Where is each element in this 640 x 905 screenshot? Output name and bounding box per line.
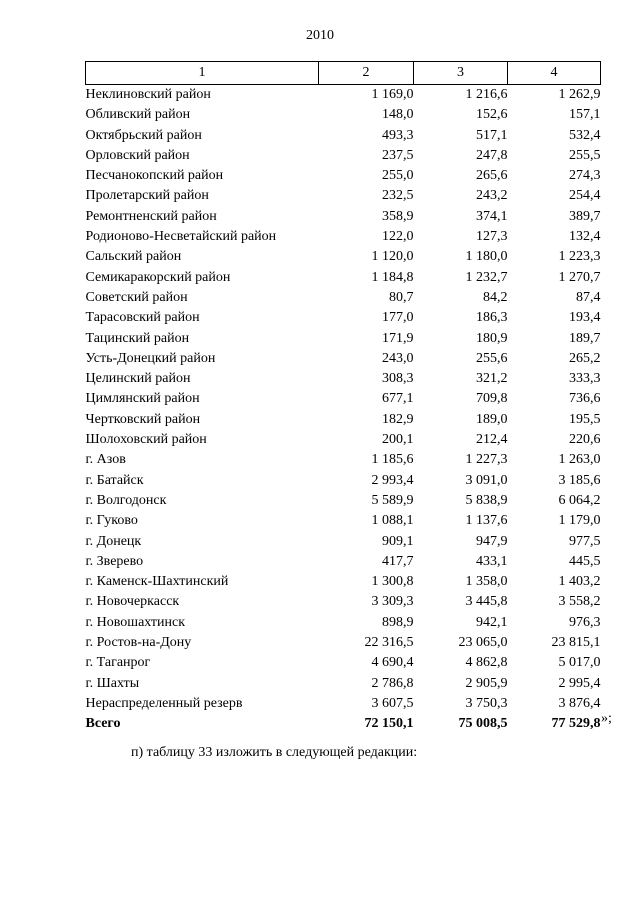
table-row	[86, 207, 601, 227]
table-row	[86, 105, 601, 125]
value-cell: 389,7	[569, 208, 601, 224]
value-cell: 23 065,0	[458, 635, 508, 651]
row-label: Родионово-Несветайский район	[85, 229, 277, 245]
value-cell: 1 120,0	[371, 249, 414, 265]
value-cell: 1 180,0	[465, 249, 508, 265]
table-row	[86, 613, 601, 633]
row-label: г. Каменск-Шахтинский	[85, 574, 229, 590]
row-label: г. Таганрог	[85, 655, 151, 671]
value-cell: 1 137,6	[465, 513, 508, 529]
value-cell: 72 150,1	[364, 716, 414, 732]
value-cell: 1 184,8	[371, 269, 414, 285]
value-cell: 1 179,0	[558, 513, 601, 529]
row-label: г. Новочеркасск	[85, 594, 180, 610]
value-cell: 182,9	[382, 411, 414, 427]
value-cell: 1 262,9	[558, 87, 601, 102]
value-cell: 3 091,0	[465, 472, 508, 488]
value-cell: 84,2	[483, 289, 508, 305]
value-cell: 736,6	[569, 391, 601, 407]
value-cell: 308,3	[382, 371, 414, 387]
table-row	[86, 694, 601, 714]
row-label: г. Зверево	[85, 553, 144, 569]
table-row	[86, 552, 601, 572]
table-row	[86, 329, 601, 349]
value-cell: 898,9	[382, 614, 414, 630]
table-row	[86, 592, 601, 612]
value-cell: 942,1	[476, 614, 508, 630]
total-row	[86, 714, 601, 734]
value-cell: 152,6	[476, 107, 508, 123]
row-label: г. Донецк	[85, 533, 142, 549]
value-cell: 157,1	[569, 107, 601, 123]
value-cell: 2 993,4	[371, 472, 414, 488]
value-cell: 4 690,4	[371, 655, 414, 671]
row-label: Октябрьский район	[85, 127, 202, 143]
value-cell: 186,3	[476, 310, 508, 326]
value-cell: 254,4	[569, 188, 601, 204]
value-cell: 255,5	[569, 147, 601, 163]
instruction-text: п) таблицу 33 изложить в следующей редакции:	[131, 745, 418, 760]
value-cell: 180,9	[476, 330, 508, 346]
value-cell: 3 607,5	[371, 695, 414, 711]
row-label: г. Ростов-на-Дону	[85, 635, 192, 651]
value-cell: 417,7	[382, 553, 414, 569]
value-cell: 321,2	[476, 371, 508, 387]
value-cell: 243,0	[382, 350, 414, 366]
row-label: Обливский район	[85, 107, 191, 123]
value-cell: 148,0	[382, 107, 414, 123]
value-cell: 1 185,6	[371, 452, 414, 468]
value-cell: 3 750,3	[465, 695, 508, 711]
value-cell: 5 838,9	[465, 492, 508, 508]
value-cell: 127,3	[476, 229, 508, 245]
row-label: Пролетарский район	[85, 188, 209, 204]
value-cell: 333,3	[569, 371, 601, 387]
table-row	[86, 430, 601, 450]
value-cell: 220,6	[569, 432, 601, 448]
value-cell: 358,9	[382, 208, 414, 224]
value-cell: 87,4	[576, 289, 601, 305]
value-cell: 23 815,1	[551, 635, 601, 651]
row-label: Тацинский район	[85, 330, 190, 346]
value-cell: 6 064,2	[558, 492, 601, 508]
value-cell: 200,1	[382, 432, 414, 448]
table-row	[86, 186, 601, 206]
value-cell: 189,7	[569, 330, 601, 346]
row-label: Сальский район	[85, 249, 182, 265]
value-cell: 1 232,7	[465, 269, 508, 285]
row-label: Чертковский район	[85, 411, 201, 427]
value-cell: 274,3	[569, 168, 601, 184]
row-label: Орловский район	[85, 147, 190, 163]
table-row	[86, 288, 601, 308]
row-label: Тарасовский район	[85, 310, 200, 326]
value-cell: 1 358,0	[465, 574, 508, 590]
value-cell: 237,5	[382, 147, 414, 163]
row-label: Нераспределенный резерв	[85, 695, 243, 711]
table-body	[86, 85, 601, 735]
value-cell: 1 270,7	[558, 269, 601, 285]
value-cell: 3 309,3	[371, 594, 414, 610]
table-row	[86, 674, 601, 694]
value-cell: 3 876,4	[558, 695, 601, 711]
row-label: г. Азов	[85, 452, 126, 468]
row-label: г. Батайск	[85, 472, 144, 488]
value-cell: 212,4	[476, 432, 508, 448]
value-cell: 193,4	[569, 310, 601, 326]
value-cell: 4 862,8	[465, 655, 508, 671]
page-number: 2010	[306, 28, 334, 43]
table-row	[86, 389, 601, 409]
table-row	[86, 247, 601, 267]
table-row	[86, 308, 601, 328]
table-row	[86, 268, 601, 288]
table-row	[86, 511, 601, 531]
value-cell: 3 558,2	[558, 594, 601, 610]
value-cell: 177,0	[382, 310, 414, 326]
value-cell: 5 589,9	[371, 492, 414, 508]
value-cell: 247,8	[476, 147, 508, 163]
value-cell: 1 223,3	[558, 249, 601, 265]
value-cell: 433,1	[476, 553, 508, 569]
value-cell: 3 445,8	[465, 594, 508, 610]
table-row	[86, 227, 601, 247]
row-label: г. Шахты	[85, 675, 140, 691]
value-cell: 265,6	[476, 168, 508, 184]
row-label: Всего	[85, 716, 121, 732]
value-cell: 22 316,5	[364, 635, 414, 651]
budget-table	[85, 61, 601, 735]
row-label: Советский район	[85, 289, 188, 305]
value-cell: 243,2	[476, 188, 508, 204]
value-cell: 445,5	[569, 553, 601, 569]
row-label: Песчанокопский район	[85, 168, 224, 184]
table-row	[86, 146, 601, 166]
table-row	[86, 85, 601, 106]
value-cell: 132,4	[569, 229, 601, 245]
value-cell: 947,9	[476, 533, 508, 549]
value-cell: 77 529,8	[551, 716, 601, 732]
row-label: г. Новошахтинск	[85, 614, 186, 630]
value-cell: 255,6	[476, 350, 508, 366]
row-label: Неклиновский район	[85, 87, 211, 102]
value-cell: 232,5	[382, 188, 414, 204]
table-row	[86, 572, 601, 592]
value-cell: 532,4	[569, 127, 601, 143]
value-cell: 976,3	[569, 614, 601, 630]
table-row	[86, 491, 601, 511]
value-cell: 517,1	[476, 127, 508, 143]
value-cell: 909,1	[382, 533, 414, 549]
value-cell: 1 403,2	[558, 574, 601, 590]
value-cell: 1 088,1	[371, 513, 414, 529]
row-label: Семикаракорский район	[85, 269, 231, 285]
table-header-row	[86, 62, 601, 85]
value-cell: 1 216,6	[465, 87, 508, 102]
value-cell: 1 169,0	[371, 87, 414, 102]
value-cell: 709,8	[476, 391, 508, 407]
value-cell: 977,5	[569, 533, 601, 549]
table-row	[86, 126, 601, 146]
row-label: г. Гуково	[85, 513, 138, 529]
value-cell: 1 300,8	[371, 574, 414, 590]
row-label: Шолоховский район	[85, 432, 207, 448]
table-row	[86, 166, 601, 186]
value-cell: 75 008,5	[458, 716, 508, 732]
value-cell: 1 263,0	[558, 452, 601, 468]
table-row	[86, 369, 601, 389]
row-label: Цимлянский район	[85, 391, 200, 407]
value-cell: 255,0	[382, 168, 414, 184]
value-cell: 265,2	[569, 350, 601, 366]
table-row	[86, 349, 601, 369]
value-cell: 493,3	[382, 127, 414, 143]
column-header: 3	[414, 62, 508, 85]
row-label: Ремонтненский район	[85, 208, 217, 224]
table-row	[86, 450, 601, 470]
table-row	[86, 471, 601, 491]
value-cell: 195,5	[569, 411, 601, 427]
table-row	[86, 532, 601, 552]
value-cell: 1 227,3	[465, 452, 508, 468]
value-cell: 189,0	[476, 411, 508, 427]
value-cell: 3 185,6	[558, 472, 601, 488]
value-cell: 2 995,4	[558, 675, 601, 691]
value-cell: 677,1	[382, 391, 414, 407]
closing-quote-mark: »;	[601, 711, 612, 726]
column-header: 1	[86, 62, 319, 85]
table-row	[86, 653, 601, 673]
value-cell: 122,0	[382, 229, 414, 245]
table-row	[86, 410, 601, 430]
column-header: 2	[319, 62, 414, 85]
value-cell: 2 905,9	[465, 675, 508, 691]
row-label: Усть-Донецкий район	[85, 350, 216, 366]
value-cell: 5 017,0	[558, 655, 601, 671]
row-label: Целинский район	[85, 371, 191, 387]
table-row	[86, 633, 601, 653]
value-cell: 171,9	[382, 330, 414, 346]
row-label: г. Волгодонск	[85, 492, 167, 508]
column-header: 4	[508, 62, 601, 85]
value-cell: 80,7	[389, 289, 414, 305]
value-cell: 374,1	[476, 208, 508, 224]
value-cell: 2 786,8	[371, 675, 414, 691]
